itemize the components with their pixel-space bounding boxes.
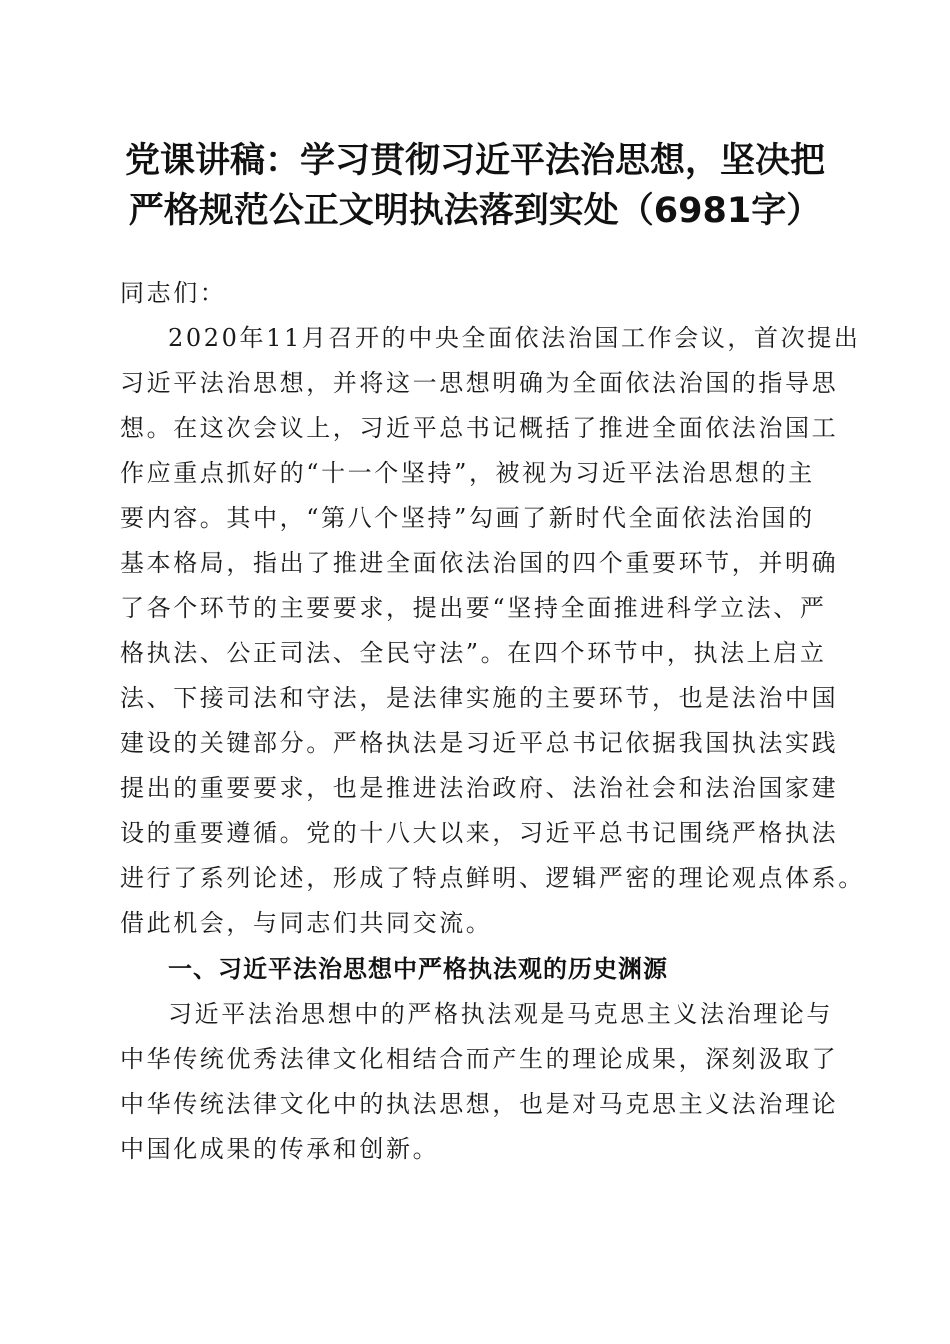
title-line-2: 严格规范公正文明执法落到实处（6981字）	[128, 191, 822, 231]
paragraph-line: 中华传统优秀法律文化相结合而产生的理论成果，深刻汲取了	[120, 1045, 839, 1073]
paragraph-line: 设的重要遵循。党的十八大以来，习近平总书记围绕严格执法	[120, 819, 839, 847]
paragraph-line: 建设的关键部分。严格执法是习近平总书记依据我国执法实践	[120, 729, 839, 757]
paragraph-line: 进行了系列论述，形成了特点鲜明、逻辑严密的理论观点体系。	[120, 864, 865, 892]
paragraph-line: 想。在这次会议上，习近平总书记概括了推进全面依法治国工	[120, 414, 839, 442]
paragraph-line: 中华传统法律文化中的执法思想，也是对马克思主义法治理论	[120, 1090, 839, 1118]
paragraph-line: 中国化成果的传承和创新。	[120, 1135, 440, 1163]
paragraph-line: 法、下接司法和守法，是法律实施的主要环节，也是法治中国	[120, 684, 839, 712]
document-title	[100, 136, 850, 236]
paragraph-line: 要内容。其中，“第八个坚持”勾画了新时代全面依法治国的	[120, 504, 815, 532]
paragraph-line: 借此机会，与同志们共同交流。	[120, 909, 493, 937]
title-line-1: 党课讲稿：学习贯彻习近平法治思想，坚决把	[124, 141, 825, 181]
paragraph-line: 了各个环节的主要要求，提出要“坚持全面推进科学立法、严	[120, 594, 827, 622]
paragraph-line: 习近平法治思想中的严格执法观是马克思主义法治理论与	[168, 1000, 833, 1028]
section-heading-1: 一、习近平法治思想中严格执法观的历史渊源	[168, 955, 668, 983]
salutation: 同志们：	[120, 279, 227, 307]
paragraph-line: 格执法、公正司法、全民守法”。在四个环节中，执法上启立	[120, 639, 827, 667]
paragraph-line: 2020年11月召开的中央全面依法治国工作会议，首次提出	[168, 324, 861, 352]
paragraph-intro	[120, 316, 865, 946]
paragraph-line: 提出的重要要求，也是推进法治政府、法治社会和法治国家建	[120, 774, 839, 802]
paragraph-section-1	[120, 992, 838, 1172]
paragraph-line: 基本格局，指出了推进全面依法治国的四个重要环节，并明确	[120, 549, 839, 577]
paragraph-line: 作应重点抓好的“十一个坚持”，被视为习近平法治思想的主	[120, 459, 815, 487]
paragraph-line: 习近平法治思想，并将这一思想明确为全面依法治国的指导思	[120, 369, 839, 397]
